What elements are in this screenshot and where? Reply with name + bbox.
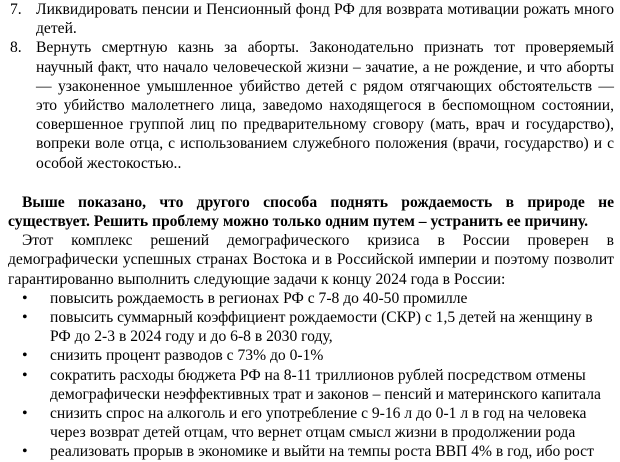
bullet-icon: • — [22, 289, 28, 307]
bullet-item — [0, 346, 620, 365]
bullet-item — [0, 442, 620, 461]
list-item-text: Ликвидировать пенсии и Пенсионный фонд РФ для возврата мотивации рожать много детей. — [36, 1, 614, 38]
paragraph-spacer — [0, 173, 620, 193]
bullet-text: сократить расходы бюджета РФ на 8-11 триллионов рублей посредством отмены демографически неэффективных трат и законов – пенсий и материнского капитала — [50, 366, 601, 403]
list-item-7 — [0, 0, 620, 38]
list-item-number: 7. — [10, 1, 22, 18]
bullet-icon: • — [22, 366, 28, 384]
intro-paragraph: Этот комплекс решений демографического кризиса в России проверен в демографически успешных странах Востока и в Российской империи и поэтому позволит гарантированно выполнить следующие задачи к концу 2024 года в России: — [8, 232, 614, 288]
bullet-item — [0, 404, 620, 442]
bullet-icon: • — [22, 443, 28, 461]
bullet-list — [0, 289, 620, 462]
list-item-number: 8. — [10, 39, 22, 57]
list-item-text: Вернуть смертную казнь за аборты. Законодательно признать тот проверяемый научный факт, что начало человеческой жизни – зачатие, а не рождение, и что аборты — узаконенное умышленное убийство детей с рядом отягчающих обстоятельств — это убийство малолетнего лица, заведомо находящегося в беспомощном состоянии, совершенное группой лиц по предварительному сговору (мать, врач и государство), вопреки воле отца, с использованием служебного положения (врачи, государство) и с особой жестокостью.. — [36, 39, 614, 172]
bullet-item — [0, 308, 620, 346]
bullet-text: снизить спрос на алкоголь и его употребление с 9-16 л до 0-1 л в год на человека через возврат детей отцам, что вернет отцам смысл жизни в продолжении рода — [50, 405, 587, 442]
bold-statement: Выше показано, что другого способа поднять рождаемость в природе не существует. Решить проблему можно только одним путем – устранить ее причину. — [8, 193, 614, 231]
bullet-item — [0, 366, 620, 404]
bullet-icon: • — [22, 309, 28, 327]
bullet-item — [0, 289, 620, 308]
bullet-icon: • — [22, 347, 28, 365]
numbered-list — [0, 0, 620, 173]
bullet-icon: • — [22, 405, 28, 423]
bullet-text: повысить рождаемость в регионах РФ с 7-8 до 40-50 промилле — [50, 289, 468, 307]
bullet-text: реализовать прорыв в экономике и выйти на темпы роста ВВП 4% в год, ибо рост — [50, 443, 594, 461]
list-item-8 — [0, 38, 620, 172]
bullet-text: повысить суммарный коэффициент рождаемости (СКР) с 1,5 детей на женщину в РФ до 2-3 в 2024 году и до 6-8 в 2030 году, — [50, 309, 593, 346]
bullet-text: снизить процент разводов с 73% до 0-1% — [50, 347, 324, 365]
